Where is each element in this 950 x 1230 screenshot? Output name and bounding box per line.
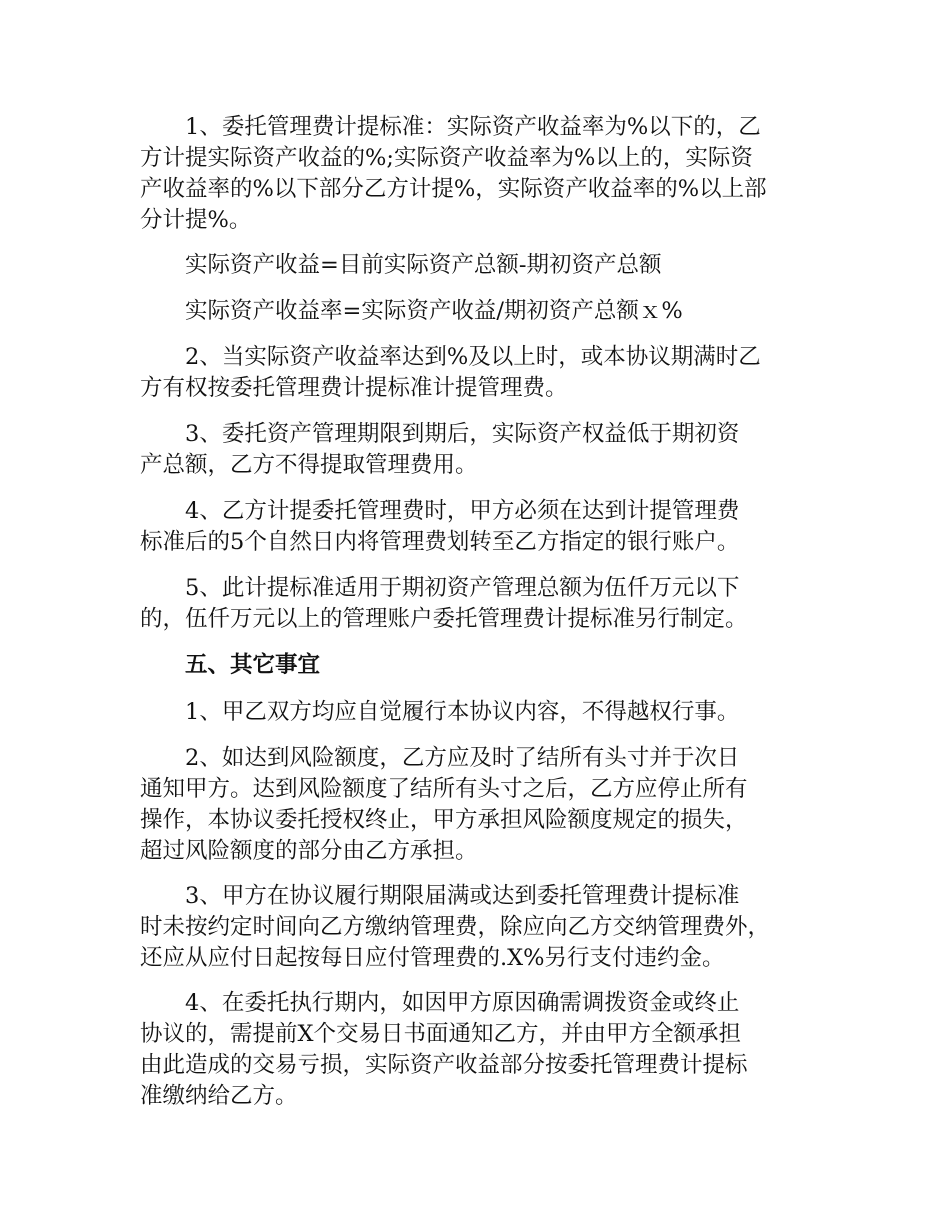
paragraph-line: 5、此计提标准适用于期初资产管理总额为伍仟万元以下: [185, 575, 740, 601]
paragraph-other-2: [140, 743, 810, 867]
paragraph-line: 的，伍仟万元以上的管理账户委托管理费计提标准另行制定。: [140, 606, 748, 632]
paragraph-fee-transfer: [140, 496, 810, 558]
paragraph-line: 产总额，乙方不得提取管理费用。: [140, 452, 478, 478]
paragraph-other-4: [140, 988, 810, 1112]
paragraph-line: 1、委托管理费计提标准：实际资产收益率为%以下的，乙: [185, 114, 761, 140]
paragraph-line: 分计提%。: [140, 207, 252, 233]
paragraph-line: 3、甲方在协议履行期限届满或达到委托管理费计提标准: [185, 883, 740, 909]
paragraph-line: 2、如达到风险额度，乙方应及时了结所有头寸并于次日: [185, 745, 740, 771]
paragraph-line: 超过风险额度的部分由乙方承担。: [140, 838, 478, 864]
paragraph-other-1: [140, 697, 810, 728]
paragraph-line: 3、委托资产管理期限到期后，实际资产权益低于期初资: [185, 421, 740, 447]
paragraph-line: 1、甲乙双方均应自觉履行本协议内容，不得越权行事。: [185, 699, 740, 725]
paragraph-line: 实际资产收益率=实际资产收益/期初资产总额ｘ%: [185, 298, 683, 324]
paragraph-formula-rate: [140, 296, 810, 327]
paragraph-line: 还应从应付日起按每日应付管理费的.X%另行支付违约金。: [140, 945, 725, 971]
paragraph-fee-standard: [140, 112, 810, 236]
paragraph-line: 方计提实际资产收益的%;实际资产收益率为%以上的，实际资: [140, 145, 753, 171]
paragraph-line: 4、在委托执行期内，如因甲方原因确需调拨资金或终止: [185, 990, 740, 1016]
paragraph-line: 实际资产收益=目前实际资产总额-期初资产总额: [185, 252, 662, 278]
paragraph-other-3: [140, 881, 810, 974]
section-heading: [140, 650, 810, 681]
paragraph-line: 产收益率的%以下部分乙方计提%，实际资产收益率的%以上部: [140, 176, 767, 202]
paragraph-line: 2、当实际资产收益率达到%及以上时，或本协议期满时乙: [185, 344, 761, 370]
section-heading-text: 五、其它事宜: [185, 652, 321, 678]
paragraph-fee-right: [140, 342, 810, 404]
paragraph-line: 准缴纳给乙方。: [140, 1083, 298, 1109]
paragraph-no-fee: [140, 419, 810, 481]
paragraph-line: 通知甲方。达到风险额度了结所有头寸之后，乙方应停止所有: [140, 776, 748, 802]
paragraph-formula-income: [140, 250, 810, 281]
paragraph-fee-scope: [140, 573, 810, 635]
paragraph-line: 协议的，需提前X个交易日书面通知乙方，并由甲方全额承担: [140, 1021, 742, 1047]
paragraph-line: 标准后的5个自然日内将管理费划转至乙方指定的银行账户。: [140, 529, 740, 555]
paragraph-line: 由此造成的交易亏损，实际资产收益部分按委托管理费计提标: [140, 1052, 748, 1078]
paragraph-line: 4、乙方计提委托管理费时，甲方必须在达到计提管理费: [185, 498, 740, 524]
paragraph-line: 时未按约定时间向乙方缴纳管理费，除应向乙方交纳管理费外，: [140, 914, 771, 940]
paragraph-line: 方有权按委托管理费计提标准计提管理费。: [140, 375, 568, 401]
paragraph-line: 操作，本协议委托授权终止，甲方承担风险额度规定的损失，: [140, 807, 748, 833]
